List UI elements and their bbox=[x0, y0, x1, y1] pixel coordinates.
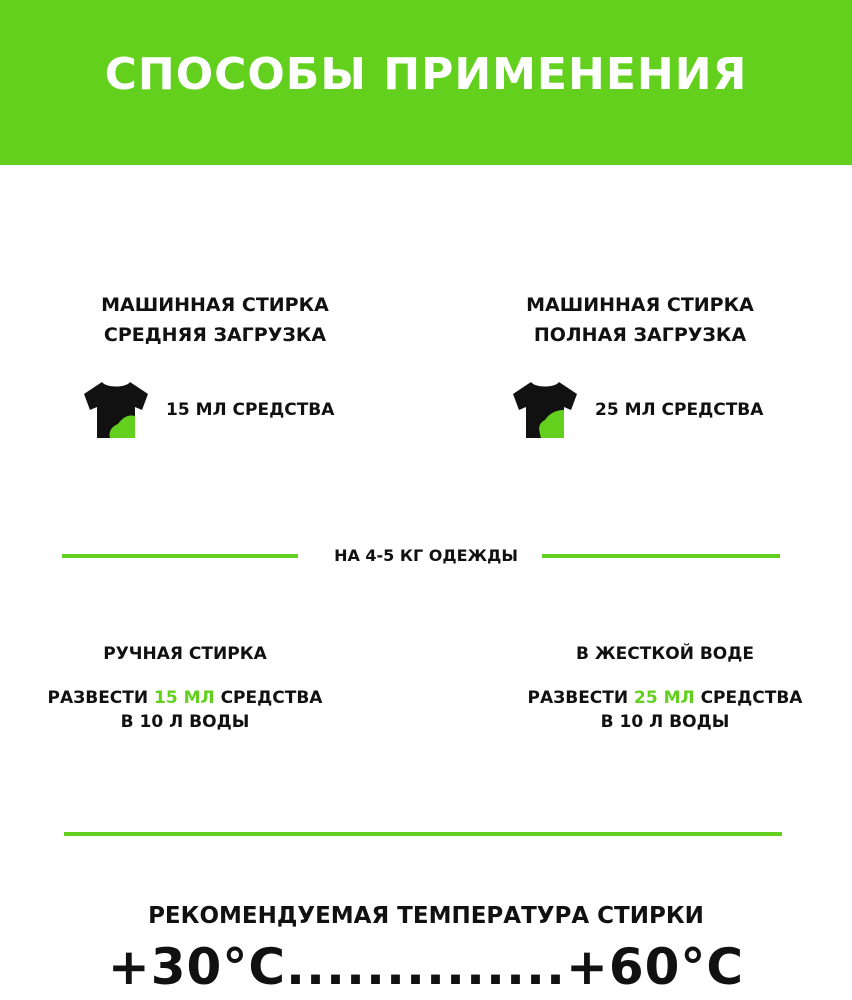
machine-full-title bbox=[480, 290, 800, 350]
page-title: СПОСОБЫ ПРИМЕНЕНИЯ bbox=[104, 49, 748, 100]
machine-medium-line1: МАШИННАЯ СТИРКА bbox=[101, 294, 329, 316]
machine-medium-amount: 15 МЛ СРЕДСТВА bbox=[166, 400, 335, 420]
hard-water-instruction: РАЗВЕСТИ 25 МЛ СРЕДСТВА bbox=[527, 688, 803, 708]
machine-full-amount: 25 МЛ СРЕДСТВА bbox=[595, 400, 764, 420]
machine-medium-line2: СРЕДНЯЯ ЗАГРУЗКА bbox=[103, 324, 327, 346]
hand-wash-block bbox=[30, 642, 340, 734]
temperature-range: +30°С..............+60°С bbox=[107, 938, 745, 996]
machine-full-dose bbox=[511, 380, 763, 440]
hard-water-amount: 25 МЛ bbox=[634, 688, 695, 708]
machine-full-line1: МАШИННАЯ СТИРКА bbox=[526, 294, 754, 316]
machine-medium-dose bbox=[82, 380, 334, 440]
hard-water-title: В ЖЕСТКОЙ ВОДЕ bbox=[575, 644, 755, 664]
hand-wash-amount: 15 МЛ bbox=[154, 688, 215, 708]
tshirt-icon bbox=[511, 380, 579, 440]
temperature-label: РЕКОМЕНДУЕМАЯ ТЕМПЕРАТУРА СТИРКИ bbox=[148, 903, 704, 929]
machine-full-line2: ПОЛНАЯ ЗАГРУЗКА bbox=[533, 324, 747, 346]
header-banner bbox=[0, 0, 852, 165]
hand-wash-instruction: РАЗВЕСТИ 15 МЛ СРЕДСТВА bbox=[47, 688, 323, 708]
hard-water-block bbox=[510, 642, 820, 734]
tshirt-icon bbox=[82, 380, 150, 440]
machine-medium-title bbox=[55, 290, 375, 350]
divider-full bbox=[64, 832, 782, 836]
hand-wash-title: РУЧНАЯ СТИРКА bbox=[103, 644, 267, 664]
hand-wash-water: В 10 Л ВОДЫ bbox=[120, 712, 250, 732]
load-note: НА 4-5 КГ ОДЕЖДЫ bbox=[334, 546, 518, 565]
hard-water-water: В 10 Л ВОДЫ bbox=[600, 712, 730, 732]
